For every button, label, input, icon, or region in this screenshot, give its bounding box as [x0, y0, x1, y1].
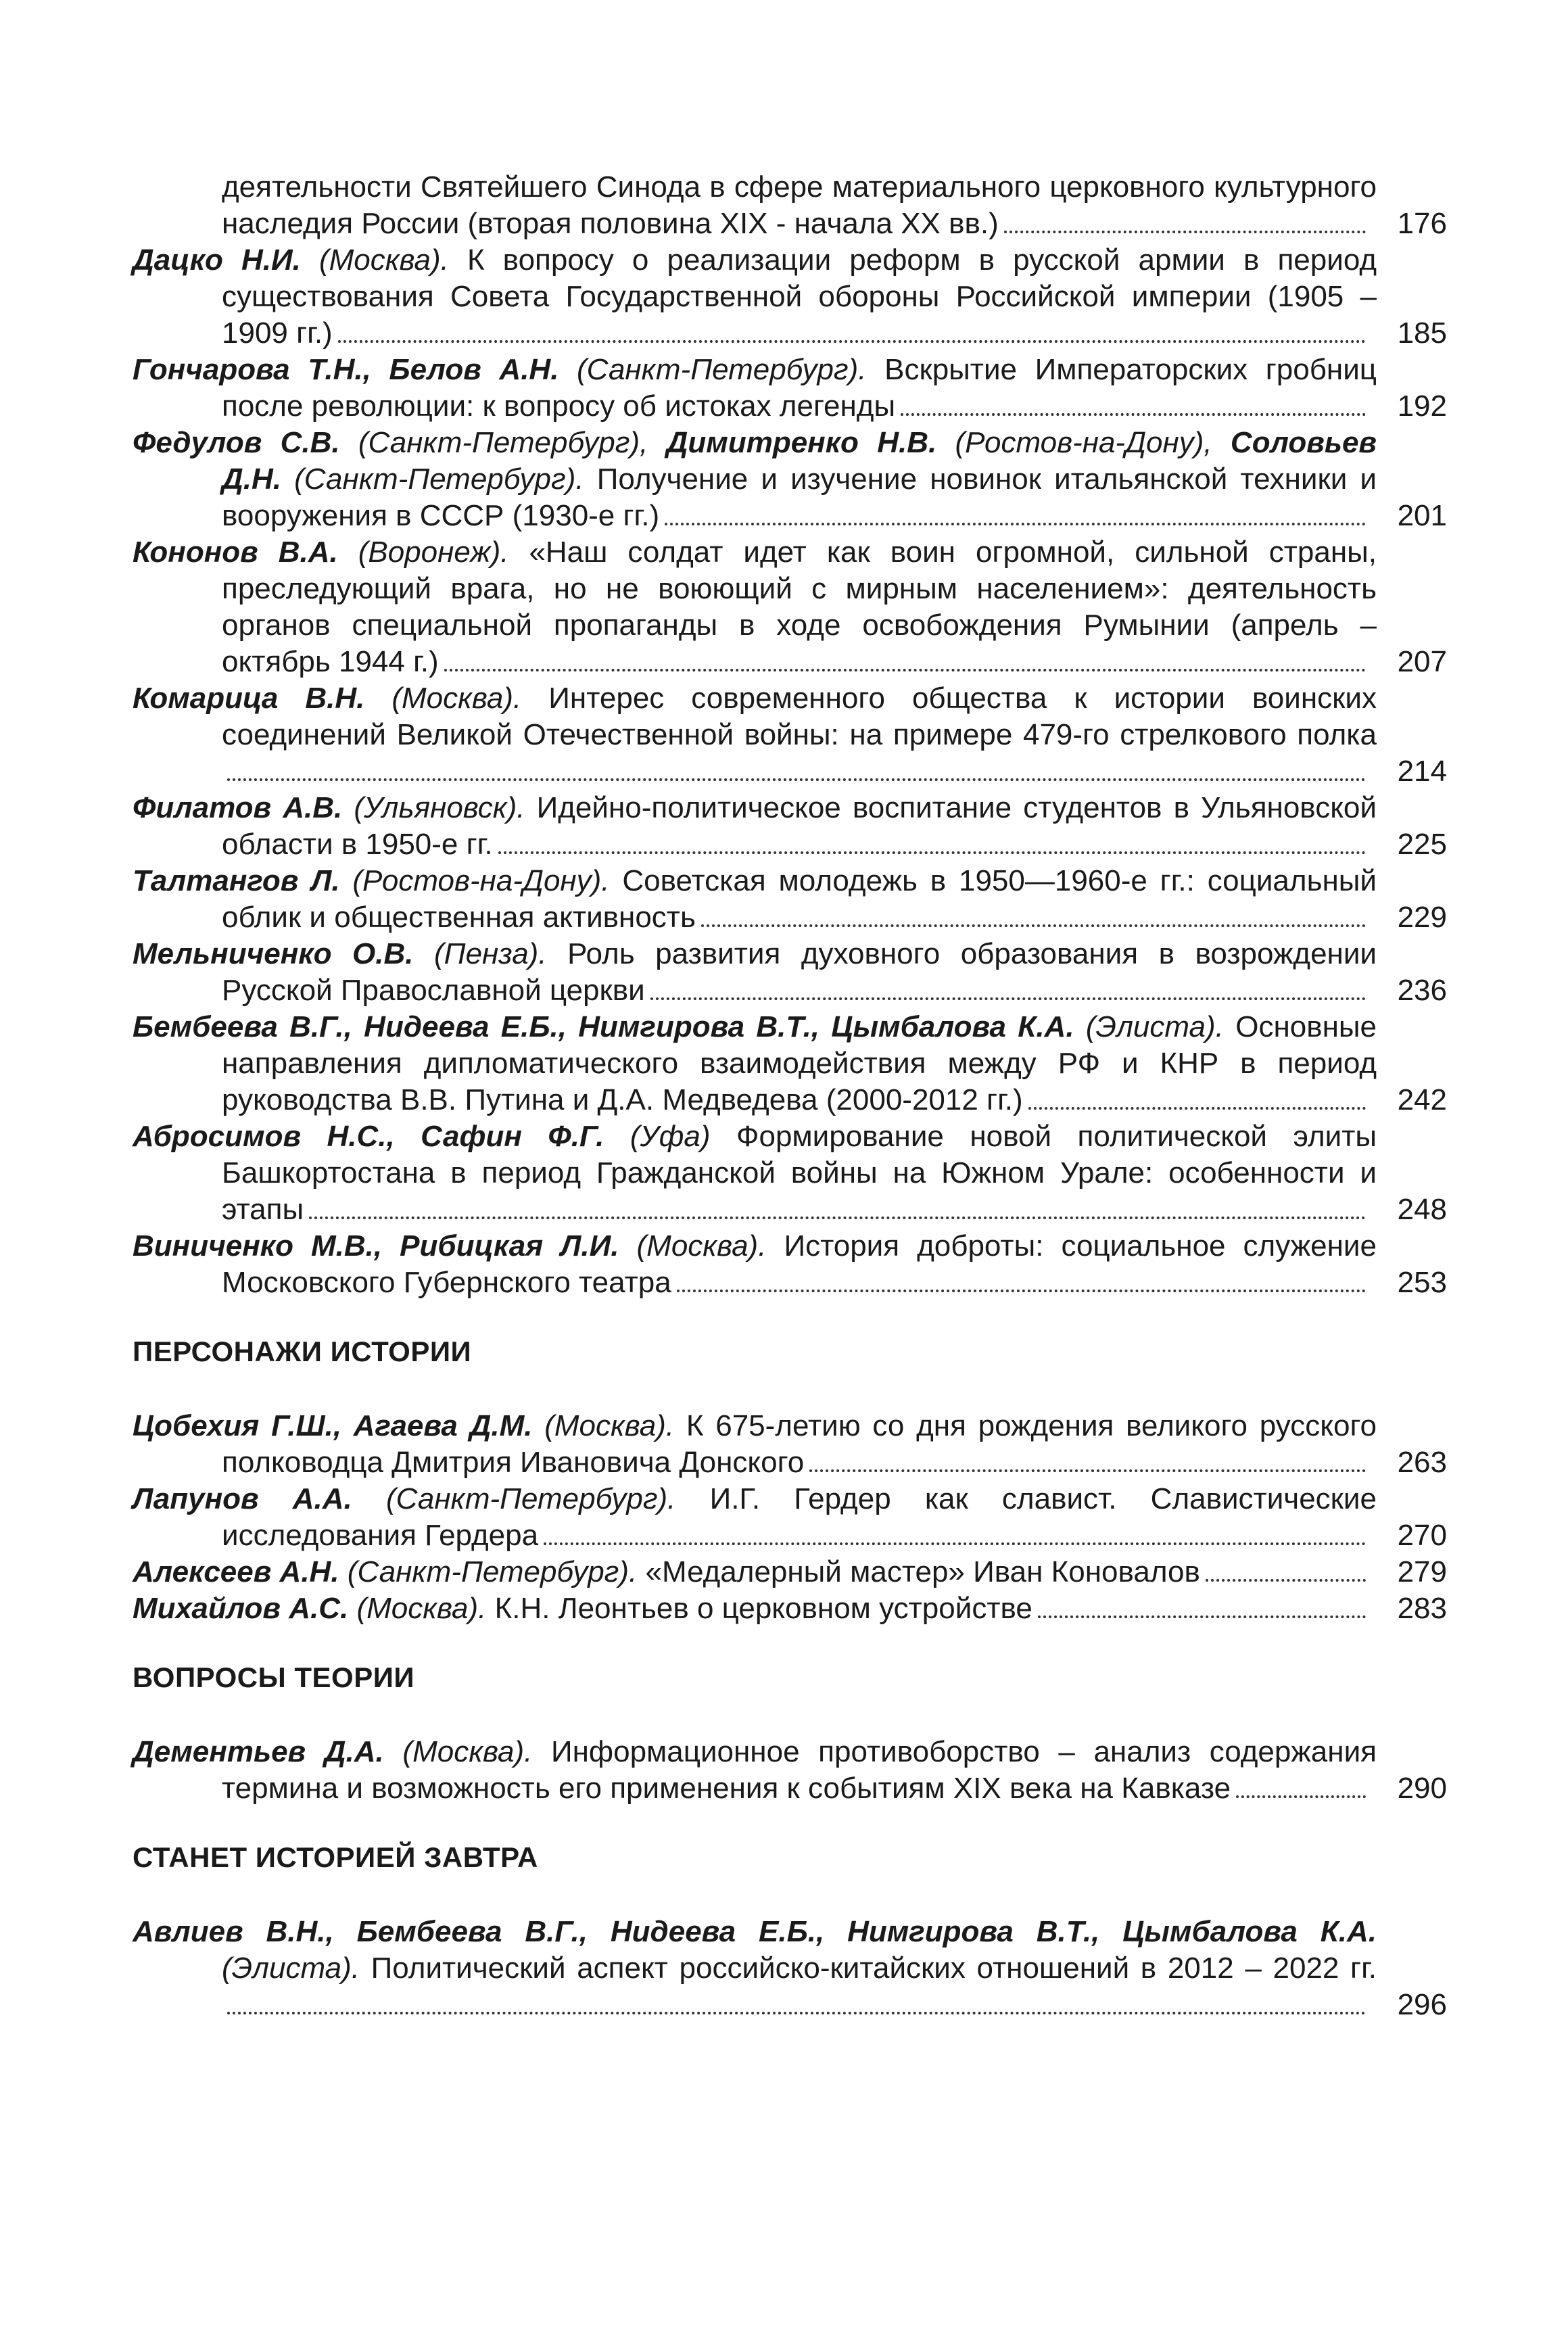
entry-authors: Димитренко Н.В.: [666, 426, 937, 459]
entry-title: «Наш солдат идет как воин огромной, сильной страны, преследующий врага, но не воюющий с мирным населением»: деятельность органов специальной пропаганды в ходе освобождения Румынии (апрель – октябрь 1944 г.): [222, 536, 1377, 678]
entry-page-number: 263: [1397, 1446, 1447, 1479]
entry-city: (Санкт-Петербург),: [358, 426, 648, 459]
toc-entry: [133, 1481, 1447, 1554]
entry-authors: Цобехия Г.Ш., Агаева Д.М.: [133, 1409, 533, 1442]
toc-entry: [133, 1118, 1447, 1228]
toc-entry: [133, 1590, 1447, 1627]
entry-page-number: 242: [1397, 1083, 1447, 1116]
toc-list-teoria: [133, 1734, 1447, 1807]
toc-entry: [133, 1408, 1447, 1481]
entry-city: (Элиста).: [1085, 1010, 1224, 1043]
entry-page-number: 270: [1397, 1519, 1447, 1552]
entry-city: (Санкт-Петербург).: [577, 353, 867, 386]
entry-title: К.Н. Леонтьев о церковном устройстве: [494, 1592, 1032, 1625]
entry-page-number: 185: [1397, 316, 1447, 350]
entry-title: К 675-летию со дня рождения великого русского полководца Дмитрия Ивановича Донского: [222, 1409, 1377, 1479]
toc-entry: [133, 1228, 1447, 1301]
entry-page-number: 225: [1397, 828, 1447, 861]
toc-entry: [133, 242, 1447, 352]
entry-authors: Авлиев В.Н., Бембеева В.Г., Нидеева Е.Б., Нимгирова В.Т., Цымбалова К.А.: [133, 1915, 1377, 1948]
entry-page-number: 207: [1397, 645, 1447, 678]
entry-authors: Бембеева В.Г., Нидеева Е.Б., Нимгирова В.Т., Цымбалова К.А.: [133, 1010, 1074, 1043]
entry-title: Идейно-политическое воспитание студентов в Ульяновской области в 1950-е гг.: [222, 791, 1377, 861]
entry-authors: Михайлов А.С.: [133, 1592, 349, 1625]
dot-leader: [227, 2005, 1366, 2014]
toc-entry: [133, 863, 1447, 936]
entry-city: (Москва).: [391, 682, 522, 715]
entry-city: (Ростов-на-Дону).: [352, 864, 610, 897]
entry-city: (Санкт-Петербург).: [347, 1555, 638, 1588]
entry-city: (Санкт-Петербург).: [385, 1482, 676, 1515]
entry-city: (Москва).: [356, 1592, 487, 1625]
entry-city: (Уфа): [629, 1120, 711, 1153]
entry-city: (Пенза).: [434, 937, 547, 970]
entry-authors: Дементьев Д.А.: [133, 1735, 384, 1768]
toc-entry: [133, 1914, 1447, 2023]
entry-page-number: 229: [1397, 901, 1447, 934]
entry-page-number: 283: [1397, 1592, 1447, 1625]
toc-entry: [133, 1009, 1447, 1118]
entry-authors: Гончарова Т.Н., Белов А.Н.: [133, 353, 559, 386]
dot-leader: [498, 845, 1366, 854]
toc-entry: [133, 1554, 1447, 1590]
entry-title: История доброты: социальное служение Московского Губернского театра: [222, 1229, 1377, 1299]
entry-authors: Филатов А.В.: [133, 791, 343, 824]
dot-leader: [1038, 1609, 1366, 1618]
entry-title: И.Г. Гердер как славист. Славистические исследования Гердера: [222, 1482, 1377, 1552]
entry-page-number: 236: [1397, 974, 1447, 1007]
dot-leader: [338, 333, 1366, 343]
dot-leader: [1028, 1100, 1366, 1110]
entry-page-number: 248: [1397, 1193, 1447, 1226]
entry-title: Формирование новой политической элиты Башкортостана в период Гражданской войны на Южном Урале: особенности и этапы: [222, 1120, 1377, 1226]
toc-entry: [133, 534, 1447, 680]
entry-title: Получение и изучение новинок итальянской техники и вооружения в СССР (1930-е гг.): [222, 463, 1377, 532]
toc-entry: [133, 936, 1447, 1009]
entry-title: Советская молодежь в 1950—1960-е гг.: социальный облик и общественная активность: [222, 864, 1377, 934]
entry-page-number: 192: [1397, 390, 1447, 423]
dot-leader: [901, 406, 1366, 416]
entry-city: (Санкт-Петербург).: [294, 463, 584, 496]
dot-leader: [809, 1463, 1366, 1472]
entry-authors: Дацко Н.И.: [133, 243, 301, 277]
entry-city: (Элиста).: [222, 1952, 360, 1985]
dot-leader: [1004, 224, 1366, 233]
entry-title: Вскрытие Императорских гробниц после революции: к вопросу об истоках легенды: [222, 353, 1377, 423]
dot-leader: [665, 516, 1366, 525]
entry-authors: Кононов В.А.: [133, 536, 338, 569]
toc-entry: [133, 352, 1447, 425]
entry-page-number: 176: [1397, 207, 1447, 240]
dot-leader: [701, 918, 1366, 927]
entry-title: К вопросу о реализации реформ в русской армии в период существования Совета Государственной обороны Российской империи (1905 – 1909 гг.): [222, 243, 1377, 350]
dot-leader: [677, 1283, 1366, 1292]
toc-entry: [133, 1734, 1447, 1807]
table-of-contents: [133, 169, 1447, 2023]
entry-title: Политический аспект российско-китайских отношений в 2012 – 2022 гг.: [371, 1952, 1377, 1985]
entry-city: (Москва).: [318, 243, 449, 277]
toc-entry: [133, 169, 1447, 242]
entry-authors: Соловьев Д.Н.: [222, 426, 1377, 496]
entry-page-number: 201: [1397, 499, 1447, 532]
toc-entry: [133, 790, 1447, 863]
entry-city: (Москва).: [402, 1735, 533, 1768]
entry-page-number: 290: [1397, 1772, 1447, 1805]
entry-title: «Медалерный мастер» Иван Коновалов: [645, 1555, 1200, 1588]
entry-authors: Талтангов Л.: [133, 864, 340, 897]
section-heading-teoria: ВОПРОСЫ ТЕОРИИ: [133, 1661, 415, 1693]
dot-leader: [1236, 1789, 1366, 1798]
section-heading-zavtra: СТАНЕТ ИСТОРИЕЙ ЗАВТРА: [133, 1841, 538, 1873]
toc-list-zavtra: [133, 1914, 1447, 2023]
entry-city: (Воронеж).: [358, 536, 509, 569]
dot-leader: [1206, 1572, 1366, 1582]
dot-leader: [227, 772, 1366, 781]
toc-list-personazhi: [133, 1408, 1447, 1627]
entry-title: деятельности Святейшего Синода в сфере материального церковного культурного наследия России (вторая половина XIX - начала XX вв.): [222, 170, 1377, 240]
entry-city: (Москва).: [636, 1229, 767, 1262]
entry-city: (Ростов-на-Дону),: [955, 426, 1212, 459]
entry-authors: Федулов С.В.: [133, 426, 340, 459]
dot-leader: [650, 991, 1366, 1000]
toc-entry: [133, 680, 1447, 790]
entry-title: Основные направления дипломатического взаимодействия между РФ и КНР в период руководства В.В. Путина и Д.А. Медведева (2000-2012 гг.): [222, 1010, 1377, 1116]
entry-authors: Виниченко М.В., Рибицкая Л.И.: [133, 1229, 619, 1262]
entry-title: Роль развития духовного образования в возрождении Русской Православной церкви: [222, 937, 1377, 1007]
entry-city: (Москва).: [544, 1409, 675, 1442]
dot-leader: [444, 662, 1366, 671]
toc-list-main: [133, 169, 1447, 1301]
toc-entry: [133, 425, 1447, 534]
entry-authors: Комарица В.Н.: [133, 682, 365, 715]
entry-page-number: 214: [1397, 755, 1447, 788]
entry-city: (Ульяновск).: [354, 791, 525, 824]
entry-authors: Мельниченко О.В.: [133, 937, 414, 970]
entry-title: Интерес современного общества к истории воинских соединений Великой Отечественной войны: на примере 479-го стрелкового полка: [222, 682, 1377, 751]
entry-authors: Алексеев А.Н.: [133, 1555, 339, 1588]
entry-title: Информационное противоборство – анализ содержания термина и возможность его применения к событиям XIX века на Кавказе: [222, 1735, 1377, 1805]
entry-authors: Лапунов А.А.: [133, 1482, 352, 1515]
entry-page-number: 279: [1397, 1555, 1447, 1588]
entry-page-number: 296: [1397, 1988, 1447, 2021]
dot-leader: [309, 1210, 1366, 1219]
entry-authors: Абросимов Н.С., Сафин Ф.Г.: [133, 1120, 604, 1153]
entry-page-number: 253: [1397, 1266, 1447, 1299]
section-heading-personazhi: ПЕРСОНАЖИ ИСТОРИИ: [133, 1336, 472, 1367]
dot-leader: [544, 1536, 1366, 1545]
